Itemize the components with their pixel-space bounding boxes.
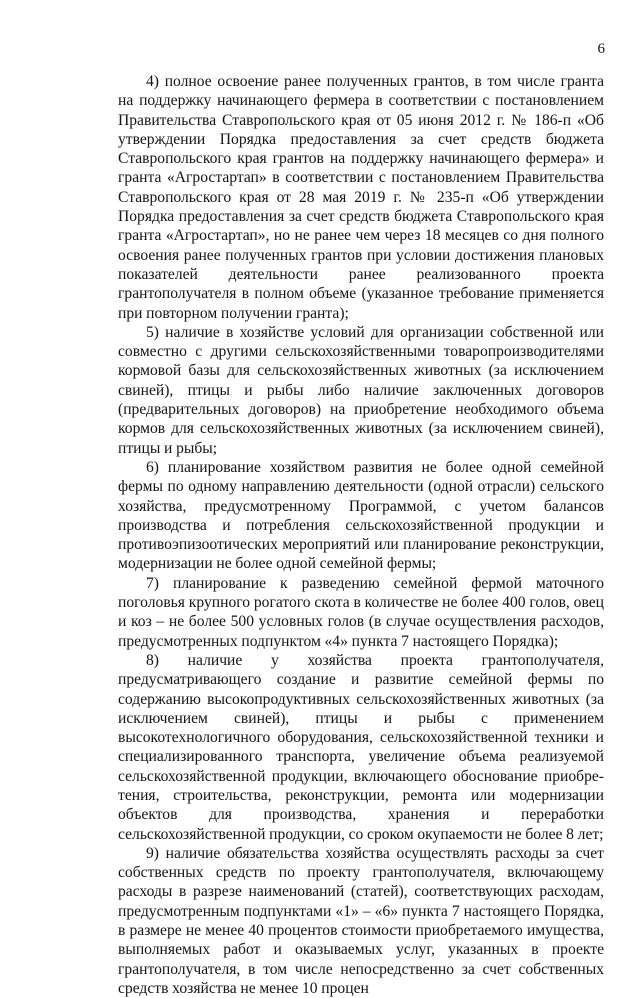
paragraph-item-8: 8) наличие у хозяйства проекта грантополучателя, предусматривающего создание и развитие семейной фермы по содержанию высокопродуктивных сельскохозяйственных животных (за исключением свиней), птицы и рыбы с применением высокотехнологичного оборудования, сельскохозяйственной техники и специализированного транспорта, увеличение объема реализуемой сельскохозяйственной продукции, включающего обоснование приобретения, строительства, реконструкции, ремонта или модернизации объектов для производства, хранения и переработки сельскохозяйственной продукции, со сроком окупаемости не более 8 лет; [118,651,604,843]
paragraph-item-5: 5) наличие в хозяйстве условий для организации собственной или совместно с другими сельскохозяйственными товаропроизводителями кормовой базы для сельскохозяйственных животных (за исключением свиней), птицы и рыбы либо наличие заключенных договоров (предварительных договоров) на приобретение необходимого объема кормов для сельскохозяйственных животных (за исключением свиней), птицы и рыбы; [118,323,604,457]
paragraph-item-4: 4) полное освоение ранее полученных грантов, в том числе гранта на поддержку начинающего фермера в соответствии с постановлением Правительства Ставропольского края от 05 июня 2012 г. № 186-п «Об утверждении Порядка предоставления за счет средств бюджета Ставропольского края грантов на поддержку начинающего фермера» и гранта «Агростартап» в соответствии с постановлением Правительства Ставропольского края от 28 мая 2019 г. № 235-п «Об утверждении Порядка предоставления за счет средств бюджета Ставропольского края гранта «Агростартап», но не ранее чем через 18 месяцев со дня полного освоения ранее полученных грантов при условии достижения плановых показателей деятельности ранее реализованного проекта грантополучателя в полном объеме (указанное требование применяется при повторном получении гранта); [118,73,604,322]
paragraph-item-6: 6) планирование хозяйством развития не более одной семейной фермы по одному направлению деятельности (одной отрасли) сельского хозяйства, предусмотренному Программой, с учетом балансов производства и потребления сельскохозяйственной продукции и противоэпизоотических мероприятий или планирование реконструкции, модернизации не более одной семейной фермы; [118,458,604,573]
paragraph-item-9: 9) наличие обязательства хозяйства осуществлять расходы за счет собственных средств по проекту грантополучателя, включающему расходы в разрезе наименований (статей), соответствующих расходам, предусмотренным подпунктами «1» – «6» пункта 7 настоящего Порядка, в размере не менее 40 процентов стоимости приобретаемого имущества, выполняемых работ и оказываемых услуг, указанных в проекте грантополучателя, в том числе непосредственно за счет собственных средств хозяйства не менее 10 процен [118,844,604,997]
paragraph-item-7: 7) планирование к разведению семейной фермой маточного поголовья крупного рогатого скота в количестве не более 400 голов, овец и коз – не более 500 условных голов (в случае осуществления расходов, предусмотренных подпунктом «4» пункта 7 настоящего Порядка); [118,574,604,650]
page-number: 6 [597,41,605,57]
document-body [118,72,604,998]
